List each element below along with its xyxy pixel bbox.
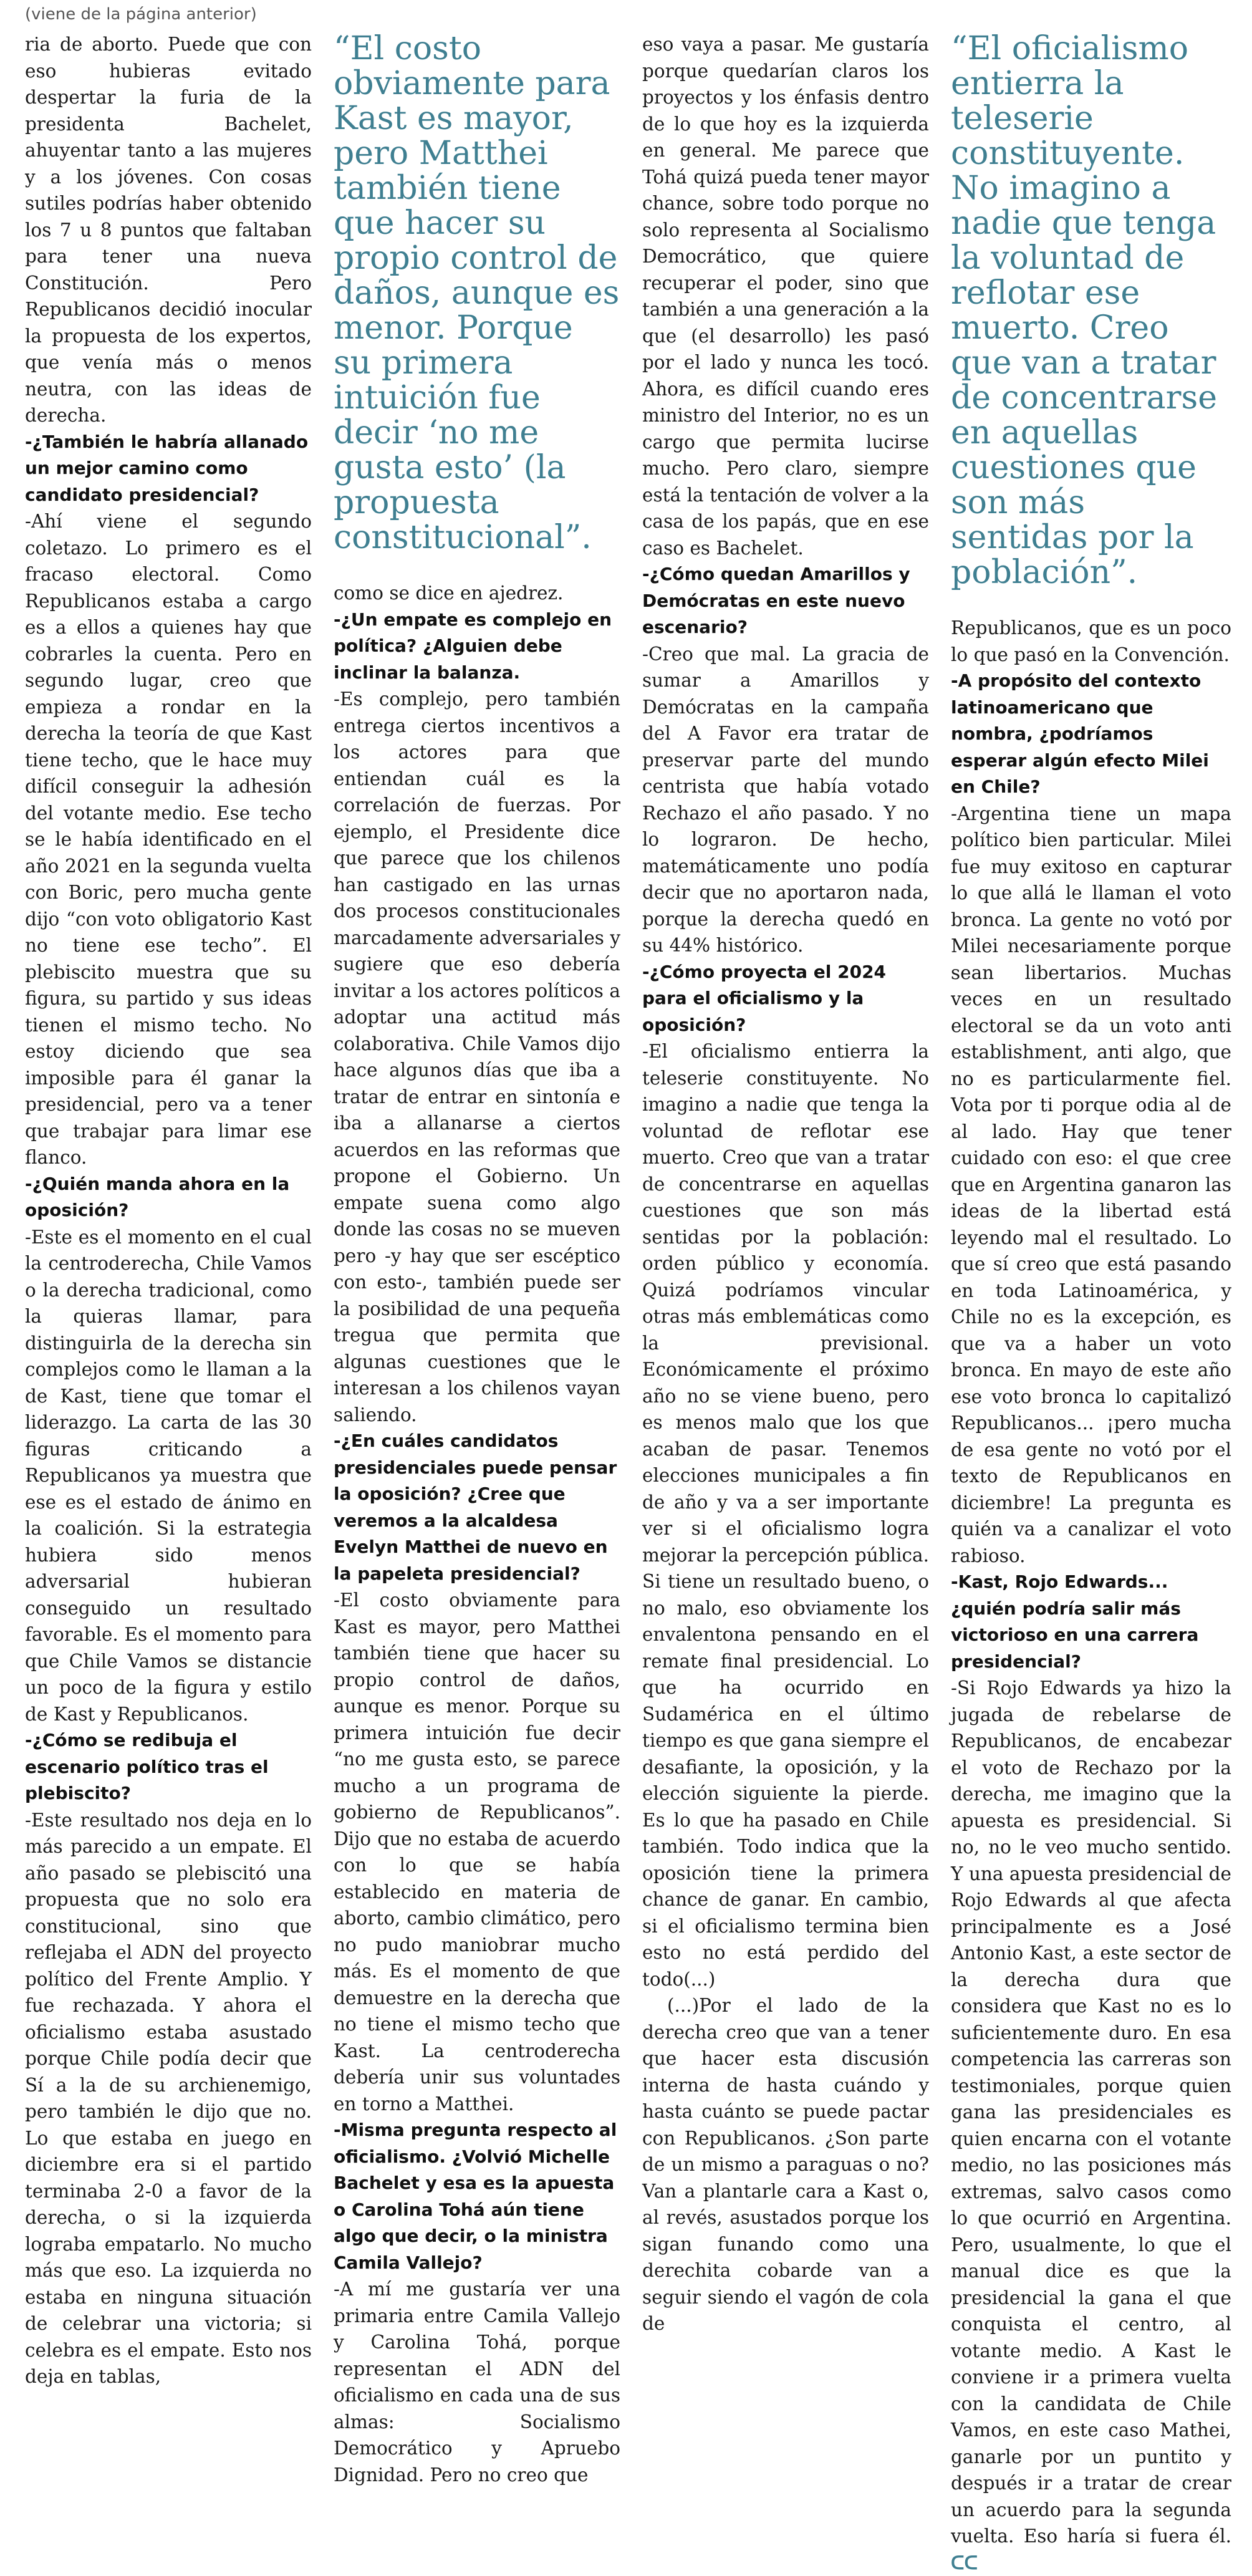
interview-question: -¿En cuáles candidatos presidenciales puede pensar la oposición? ¿Cree que veremos a la alcaldesa Evelyn Matthei de nuevo en la papeleta presidencial?	[334, 1430, 617, 1584]
end-of-article-icon: ᑕᑕ	[951, 2551, 978, 2574]
interview-question: -¿Cómo proyecta el 2024 para el oficialismo y la oposición?	[642, 961, 887, 1035]
paragraph-text: -Si Rojo Edwards ya hizo la jugada de rebelarse de Republicanos, de encabezar el voto de Rechazo por la derecha, me imagino que la apuesta es presidencial. Si no, no le veo mucho sentido. Y una apuesta presidencial de Rojo Edwards al que afecta principalmente es a José Antonio Kast, a este sector de la derecha dura que considera que Kast no es lo suficientemente duro. En esa competencia las carreras son testimoniales, porque quien gana las presidenciales es quien encarna con el votante medio, no las posiciones más extremas, salvo casos como lo que ocurrió en Argentina. Pero, usualmente, lo que el manual dice es que la presidencial la gana el que conquista el centro, al votante medio. A Kast le conviene ir a primera vuelta con la candidata de Chile Vamos, en este caso Mathei, ganarle por un puntito y después ir a tratar de crear un acuerdo para la segunda vuelta. Eso haría si fuera él.	[951, 1677, 1231, 2547]
column-2	[334, 30, 620, 2486]
interview-question: -A propósito del contexto latinoamericano que nombra, ¿podríamos esperar algún efecto Milei en Chile?	[951, 670, 1209, 797]
interview-question: -¿Cómo se redibuja el escenario político tras el plebiscito?	[25, 1730, 269, 1803]
paragraph	[951, 1675, 1231, 2576]
interview-question: -¿También le habría allanado un mejor camino como candidato presidencial?	[25, 431, 309, 505]
interview-question: -Misma pregunta respecto al oficialismo. ¿Volvió Michelle Bachelet y esa es la apuesta o Carolina Tohá aún tiene algo que decir, o la ministra Camila Vallejo?	[334, 2120, 617, 2273]
interview-question: -Kast, Rojo Edwards... ¿quién podría salir más victorioso en una carrera presidencial?	[951, 1571, 1199, 1672]
paragraph: -El oficialismo entierra la teleserie constituyente. No imagino a nadie que tenga la voluntad de reflotar ese muerto. Creo que van a tratar de concentrarse en aquellas cuestiones que son más sentidas por la población: orden público y economía. Quizá podríamos vincular otras más emblemáticas como la previsional. Económicamente el próximo año no se viene bueno, pero es menos malo que los que acaban de pasar. Tenemos elecciones municipales a fin de año y va a ser importante ver si el oficialismo logra mejorar la percepción pública. Si tiene un resultado bueno, o no malo, eso obviamente los envalentona pensando en el remate final presidencial. Lo que ha ocurrido en Sudamérica en el último tiempo es que gana siempre el desafiante, la oposición, y la elección siguiente la pierde. Es lo que ha pasado en Chile también. Todo indica que la oposición tiene la primera chance de ganar. En cambio, si el oficialismo termina bien esto no está perdido del todo(...)	[642, 1041, 929, 1990]
paragraph: -Es complejo, pero también entrega ciertos incentivos a los actores para que entiendan cuál es la correlación de fuerzas. Por ejemplo, el Presidente dice que parece que los chilenos han castigado en las urnas dos procesos constitucionales marcadamente adversariales y sugiere que eso debería invitar a los actores políticos a adoptar una actitud más colaborativa. Chile Vamos dijo hace algunos días que iba a tratar de entrar en sintonía e iba a allanarse a ciertos acuerdos en las reformas que propone el Gobierno. Un empate suena como algo donde las cosas no se mueven pero -y hay que ser escéptico con esto-, también puede ser la posibilidad de una pequeña tregua que permita que algunas cuestiones que le interesan a los chilenos vayan saliendo.	[334, 688, 620, 1425]
column-4	[951, 30, 1231, 2574]
paragraph: -Argentina tiene un mapa político bien particular. Milei fue muy exitoso en capturar lo que allá le llaman el voto bronca. La gente no votó por Milei necesariamente porque sean libertarios. Muchas veces en un resultado electoral se da un voto anti establishment, anti algo, que no es particularmente fiel. Vota por ti porque odia al de al lado. Hay que tener cuidado con eso: el que cree que en Argentina ganaron las ideas de la libertad está leyendo mal el resultado. Lo que sí creo que está pasando en toda Latinoamérica, y Chile no es la excepción, es que va a haber un voto bronca. En mayo de este año ese voto bronca lo capitalizó Republicanos... ¡pero mucha de esa gente no votó por el texto de Republicanos en diciembre! La pregunta es quién va a canalizar el voto rabioso.	[951, 803, 1231, 1566]
interview-question: -¿Cómo quedan Amarillos y Demócratas en este nuevo escenario?	[642, 564, 910, 637]
paragraph: -Este resultado nos deja en lo más parecido a un empate. El año pasado se plebiscitó una propuesta que no solo era constitucional, sino que reflejaba el ADN del proyecto político del Frente Amplio. Y fue rechazada. Y ahora el oficialismo estaba asustado porque Chile podía decir que Sí a la de su archienemigo, pero también le dijo que no. Lo que estaba en juego en diciembre era si el partido terminaba 2-0 a favor de la derecha, o si la izquierda lograba empatarlo. No mucho más que eso. La izquierda no estaba en ninguna situación de celebrar una victoria; si celebra es el empate. Esto nos deja en tablas,	[25, 1809, 312, 2387]
paragraph: -El costo obviamente para Kast es mayor, pero Matthei también tiene que hacer su propio control de daños, aunque es menor. Porque su primera intuición fue decir “no me gusta esto, se parece mucho a un programa de gobierno de Republicanos”. Dijo que no estaba de acuerdo con lo que se había establecido en materia de aborto, cambio climático, pero no pudo maniobrar mucho más. Es el momento de que demuestre en la derecha que no tiene el mismo techo que Kast. La centroderecha debería unir sus voluntades en torno a Matthei.	[334, 1589, 620, 2115]
interview-question: -¿Un empate es complejo en política? ¿Alguien debe inclinar la balanza.	[334, 609, 612, 683]
column-1	[25, 31, 312, 2387]
continuation-label: (viene de la página anterior)	[25, 5, 257, 24]
paragraph: (...)Por el lado de la derecha creo que van a tener que hacer esta discusión interna de hasta cuándo y hasta cuánto se puede pactar con Republicanos. ¿Son parte de un mismo a paraguas o no? Van a plantarle cara a Kast o, al revés, asustados porque los sigan funando como una derechita cobarde van a seguir siendo el vagón de cola de	[642, 1995, 929, 2334]
paragraph: -Este es el momento en el cual la centroderecha, Chile Vamos o la derecha tradicional, como la quieras llamar, para distinguirla de la derecha sin complejos como le llaman a la de Kast, tiene que tomar el liderazgo. La carta de las 30 figuras criticando a Republicanos ya muestra que ese es el estado de ánimo en la coalición. Si la estrategia hubiera sido menos adversarial hubieran conseguido un resultado favorable. Es el momento para que Chile Vamos se distancie un poco de la figura y estilo de Kast y Republicanos.	[25, 1226, 312, 1725]
column-3	[642, 31, 929, 2334]
paragraph: -A mí me gustaría ver una primaria entre Camila Vallejo y Carolina Tohá, porque representan el ADN del oficialismo en cada una de sus almas: Socialismo Democrático y Apruebo Dignidad. Pero no creo que	[334, 2279, 620, 2486]
pull-quote: “El costo obviamente para Kast es mayor, pero Matthei también tiene que hacer su propio control de daños, aunque es menor. Porque su primera intuición fue decir ‘no me gusta esto’ (la propuesta constitucional”.	[334, 30, 620, 556]
paragraph: Republicanos, que es un poco lo que pasó en la Convención.	[951, 617, 1231, 665]
paragraph: ria de aborto. Puede que con eso hubieras evitado despertar la furia de la presidenta Bachelet, ahuyentar tanto a las mujeres y a los jóvenes. Con cosas sutiles podrías haber obtenido los 7 u 8 puntos que faltaban para tener una nueva Constitución. Pero Republicanos decidió inocular la propuesta de los expertos, que venía más o menos neutra, con las ideas de derecha.	[25, 34, 312, 426]
interview-question: -¿Quién manda ahora en la oposición?	[25, 1173, 290, 1220]
paragraph: como se dice en ajedrez.	[334, 582, 564, 604]
paragraph: eso vaya a pasar. Me gustaría porque quedarían claros los proyectos y los énfasis dentro de lo que hoy es la izquierda en general. Me parece que Tohá quizá pueda tener mayor chance, sobre todo porque no solo representa al Socialismo Democrático, que quiere recuperar el poder, sino que también a una generación a la que (el desarrollo) les pasó por el lado y nunca les tocó. Ahora, es difícil cuando eres ministro del Interior, no es un cargo que permita lucirse mucho. Pero claro, siempre está la tentación de volver a la casa de los papás, que en ese caso es Bachelet.	[642, 34, 929, 559]
pull-quote: “El oficialismo entierra la teleserie constituyente. No imagino a nadie que tenga la voluntad de reflotar ese muerto. Creo que van a tratar de concentrarse en aquellas cuestiones que son más sentidas por la población”.	[951, 30, 1217, 591]
paragraph: -Ahí viene el segundo coletazo. Lo primero es el fracaso electoral. Como Republicanos estaba a cargo es a ellos a quienes hay que cobrarles la cuenta. Pero en segundo lugar, creo que empieza a rondar en la derecha la teoría de que Kast tiene techo, que le hace muy difícil conseguir la adhesión del votante medio. Ese techo se le había identificado en el año 2021 en la segunda vuelta con Boric, pero mucha gente dijo “con voto obligatorio Kast no tiene ese techo”. El plebiscito muestra que su figura, su partido y sus ideas tienen el mismo techo. No estoy diciendo que sea imposible para él ganar la presidencial, pero va a tener que trabajar para limar ese flanco.	[25, 511, 312, 1168]
paragraph: -Creo que mal. La gracia de sumar a Amarillos y Demócratas en la campaña del A Favor era tratar de preservar parte del mundo centrista que había votado Rechazo el año pasado. Y no lo lograron. De hecho, matemáticamente uno podía decir que no aportaron nada, porque la derecha quedó en su 44% histórico.	[642, 643, 929, 956]
